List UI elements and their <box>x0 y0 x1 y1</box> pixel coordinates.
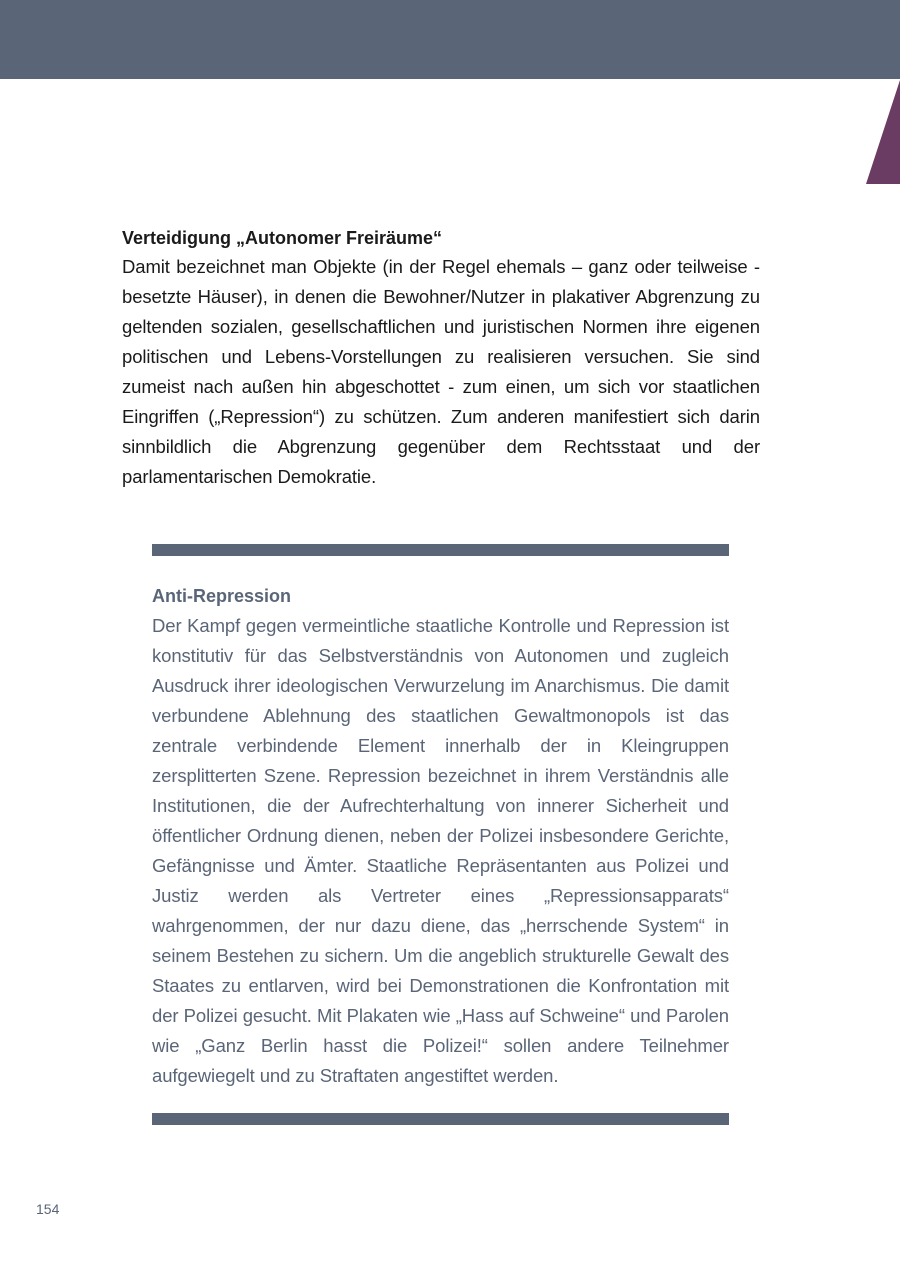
infobox-top-rule <box>152 544 729 556</box>
corner-tab-decoration <box>866 80 900 184</box>
infobox-body-text: Der Kampf gegen vermeintliche staatliche Kontrolle und Repression ist konstitutiv für das Selbstverständnis von Autonomen und zugleich Ausdruck ihrer ideologischen Verwurzelung im Anarchismus. Die damit verbundene Ablehnung des staatlichen Gewaltmonopols ist das zentrale verbindende Element innerhalb der in Kleingruppen zersplitterten Szene. Repression bezeichnet in ihrem Verständnis alle Institutionen, die der Aufrechterhaltung von innerer Sicherheit und öffentlicher Ordnung dienen, neben der Polizei insbesondere Gerichte, Gefängnisse und Ämter. Staatliche Repräsentanten aus Polizei und Justiz werden als Vertreter eines „Repressionsapparats“ wahrgenommen, der nur dazu diene, das „herrschende System“ in seinem Bestehen zu sichern. Um die angeblich strukturelle Gewalt des Staates zu entlarven, wird bei Demonstrationen die Konfrontation mit der Polizei gesucht. Mit Plakaten wie „Hass auf Schweine“ und Parolen wie „Ganz Berlin hasst die Polizei!“ sollen andere Teilnehmer aufgewiegelt und zu Straftaten angestiftet werden. <box>152 615 729 1086</box>
infobox-heading: Anti-Repression <box>152 586 292 606</box>
section-body-text: Damit bezeichnet man Objekte (in der Regel ehemals – ganz oder teilweise - besetzte Häuser), in denen die Bewohner/Nutzer in plakativer Abgrenzung zu geltenden sozialen, gesellschaftlichen und juristischen Normen ihre eigenen politischen und Lebens-Vorstellungen zu realisieren versuchen. Sie sind zumeist nach außen hin abgeschottet - zum einen, um sich vor staatlichen Eingriffen („Repression“) zu schützen. Zum anderen manifestiert sich darin sinnbildlich die Abgrenzung gegenüber dem Rechtsstaat und der parlamentarischen Demokratie. <box>122 256 760 487</box>
page-number: 154 <box>36 1201 60 1217</box>
infobox-bottom-rule <box>152 1113 729 1125</box>
header-band <box>0 0 900 79</box>
section-heading: Verteidigung „Autonomer Freiräume“ <box>122 228 443 248</box>
